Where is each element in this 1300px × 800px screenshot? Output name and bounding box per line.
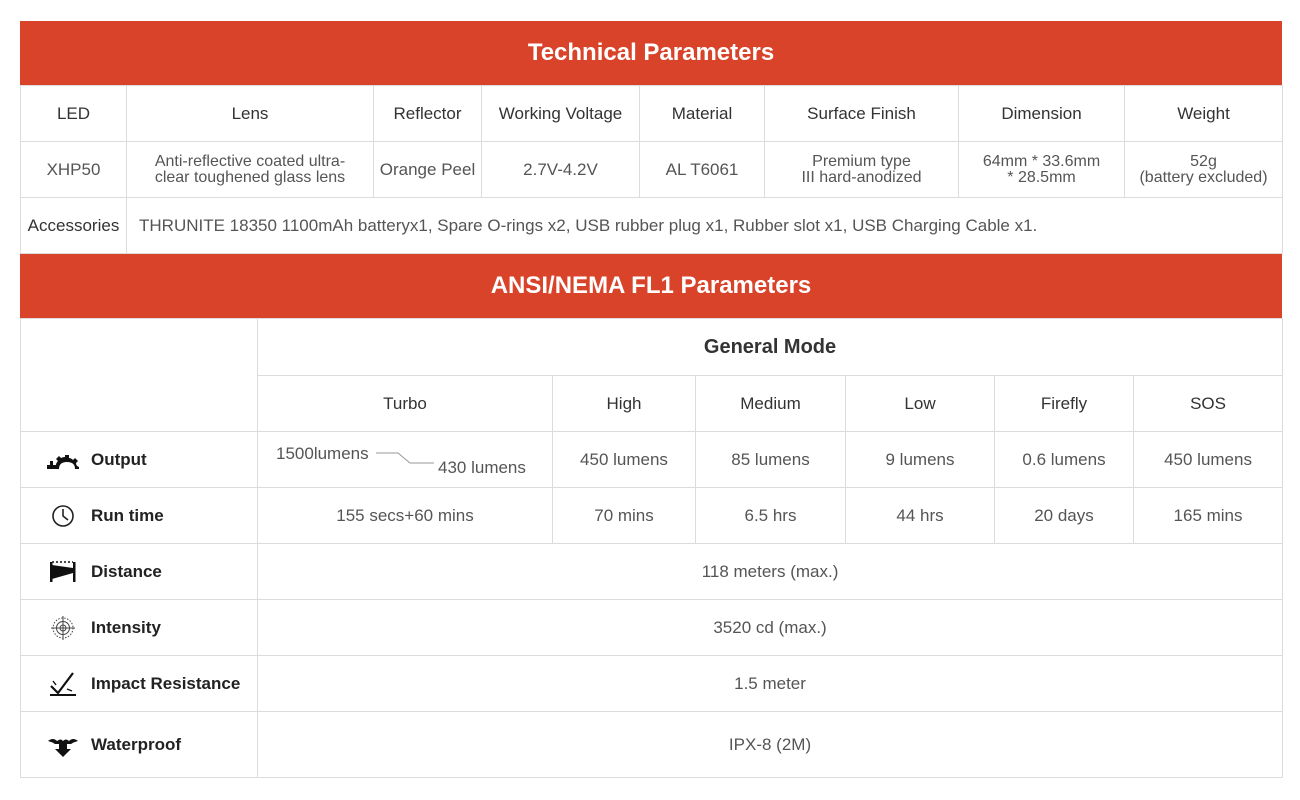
beam-distance-icon	[45, 559, 81, 585]
output-high: 450 lumens	[553, 432, 696, 488]
runtime-high: 70 mins	[553, 488, 696, 544]
impact-row	[21, 656, 1283, 712]
output-firefly: 0.6 lumens	[995, 432, 1134, 488]
runtime-medium: 6.5 hrs	[696, 488, 846, 544]
header-material: Material	[640, 86, 765, 142]
value-dimension-line1: 64mm * 33.6mm	[982, 152, 1101, 170]
target-icon	[45, 615, 81, 641]
distance-label-cell	[21, 544, 258, 600]
waterproof-label-cell	[21, 712, 258, 778]
mode-high: High	[553, 376, 696, 432]
accessories-row	[21, 198, 1283, 254]
output-turbo-connector	[376, 450, 436, 466]
ansi-parameters-table	[20, 318, 1283, 778]
water-drop-icon	[45, 732, 81, 758]
header-reflector: Reflector	[374, 86, 482, 142]
tech-header-row	[21, 86, 1283, 142]
value-lens-line2: clear toughened glass lens	[154, 168, 346, 186]
output-turbo	[258, 432, 553, 488]
general-mode-title: General Mode	[258, 319, 1283, 376]
value-lens	[127, 142, 374, 198]
accessories-text: THRUNITE 18350 1100mAh batteryx1, Spare O-rings x2, USB rubber plug x1, Rubber slot x1, USB Charging Cable x1.	[127, 198, 1283, 254]
value-voltage: 2.7V-4.2V	[482, 142, 640, 198]
technical-parameters-banner	[20, 21, 1282, 85]
output-low: 9 lumens	[846, 432, 995, 488]
distance-value: 118 meters (max.)	[258, 544, 1283, 600]
intensity-row	[21, 600, 1283, 656]
value-dimension	[959, 142, 1125, 198]
waterproof-row	[21, 712, 1283, 778]
impact-icon	[45, 671, 81, 697]
value-lens-line1: Anti-reflective coated ultra-	[154, 152, 346, 170]
runtime-label: Run time	[91, 505, 164, 525]
ansi-parameters-title: ANSI/NEMA FL1 Parameters	[490, 272, 812, 299]
technical-parameters-title: Technical Parameters	[527, 39, 775, 66]
value-weight-line2: (battery excluded)	[1139, 168, 1268, 186]
output-row	[21, 432, 1283, 488]
mode-medium: Medium	[696, 376, 846, 432]
value-weight	[1125, 142, 1283, 198]
header-led: LED	[21, 86, 127, 142]
clock-icon	[45, 503, 81, 529]
mode-sos: SOS	[1134, 376, 1283, 432]
value-reflector: Orange Peel	[374, 142, 482, 198]
header-dimension: Dimension	[959, 86, 1125, 142]
header-weight: Weight	[1125, 86, 1283, 142]
output-turbo-end: 430 lumens	[438, 458, 526, 477]
accessories-label: Accessories	[21, 198, 127, 254]
mode-firefly: Firefly	[995, 376, 1134, 432]
distance-label: Distance	[91, 561, 162, 581]
corner-blank-cell	[21, 319, 258, 432]
runtime-low: 44 hrs	[846, 488, 995, 544]
output-medium: 85 lumens	[696, 432, 846, 488]
intensity-label: Intensity	[91, 617, 161, 637]
value-finish	[765, 142, 959, 198]
value-weight-line1: 52g	[1190, 152, 1217, 170]
impact-label-cell	[21, 656, 258, 712]
runtime-label-cell	[21, 488, 258, 544]
tech-value-row	[21, 142, 1283, 198]
runtime-sos: 165 mins	[1134, 488, 1283, 544]
waterproof-value: IPX-8 (2M)	[258, 712, 1283, 778]
gear-icon	[45, 447, 81, 473]
runtime-turbo: 155 secs+60 mins	[258, 488, 553, 544]
value-led: XHP50	[21, 142, 127, 198]
value-finish-line2: III hard-anodized	[801, 168, 922, 186]
value-dimension-line2: * 28.5mm	[1007, 168, 1076, 186]
value-material: AL T6061	[640, 142, 765, 198]
output-sos: 450 lumens	[1134, 432, 1283, 488]
runtime-firefly: 20 days	[995, 488, 1134, 544]
distance-row	[21, 544, 1283, 600]
ansi-parameters-banner	[20, 254, 1282, 318]
impact-label: Impact Resistance	[91, 673, 241, 693]
impact-value: 1.5 meter	[258, 656, 1283, 712]
value-finish-line1: Premium type	[812, 152, 911, 170]
header-lens: Lens	[127, 86, 374, 142]
spec-sheet	[20, 21, 1282, 778]
intensity-value: 3520 cd (max.)	[258, 600, 1283, 656]
general-mode-row	[21, 319, 1283, 376]
runtime-row	[21, 488, 1283, 544]
mode-low: Low	[846, 376, 995, 432]
output-label: Output	[91, 449, 147, 469]
output-turbo-start: 1500lumens	[276, 444, 369, 463]
waterproof-label: Waterproof	[91, 734, 182, 754]
intensity-label-cell	[21, 600, 258, 656]
mode-turbo: Turbo	[258, 376, 553, 432]
header-working-voltage: Working Voltage	[482, 86, 640, 142]
technical-parameters-table	[20, 85, 1283, 254]
header-surface-finish: Surface Finish	[765, 86, 959, 142]
output-label-cell	[21, 432, 258, 488]
